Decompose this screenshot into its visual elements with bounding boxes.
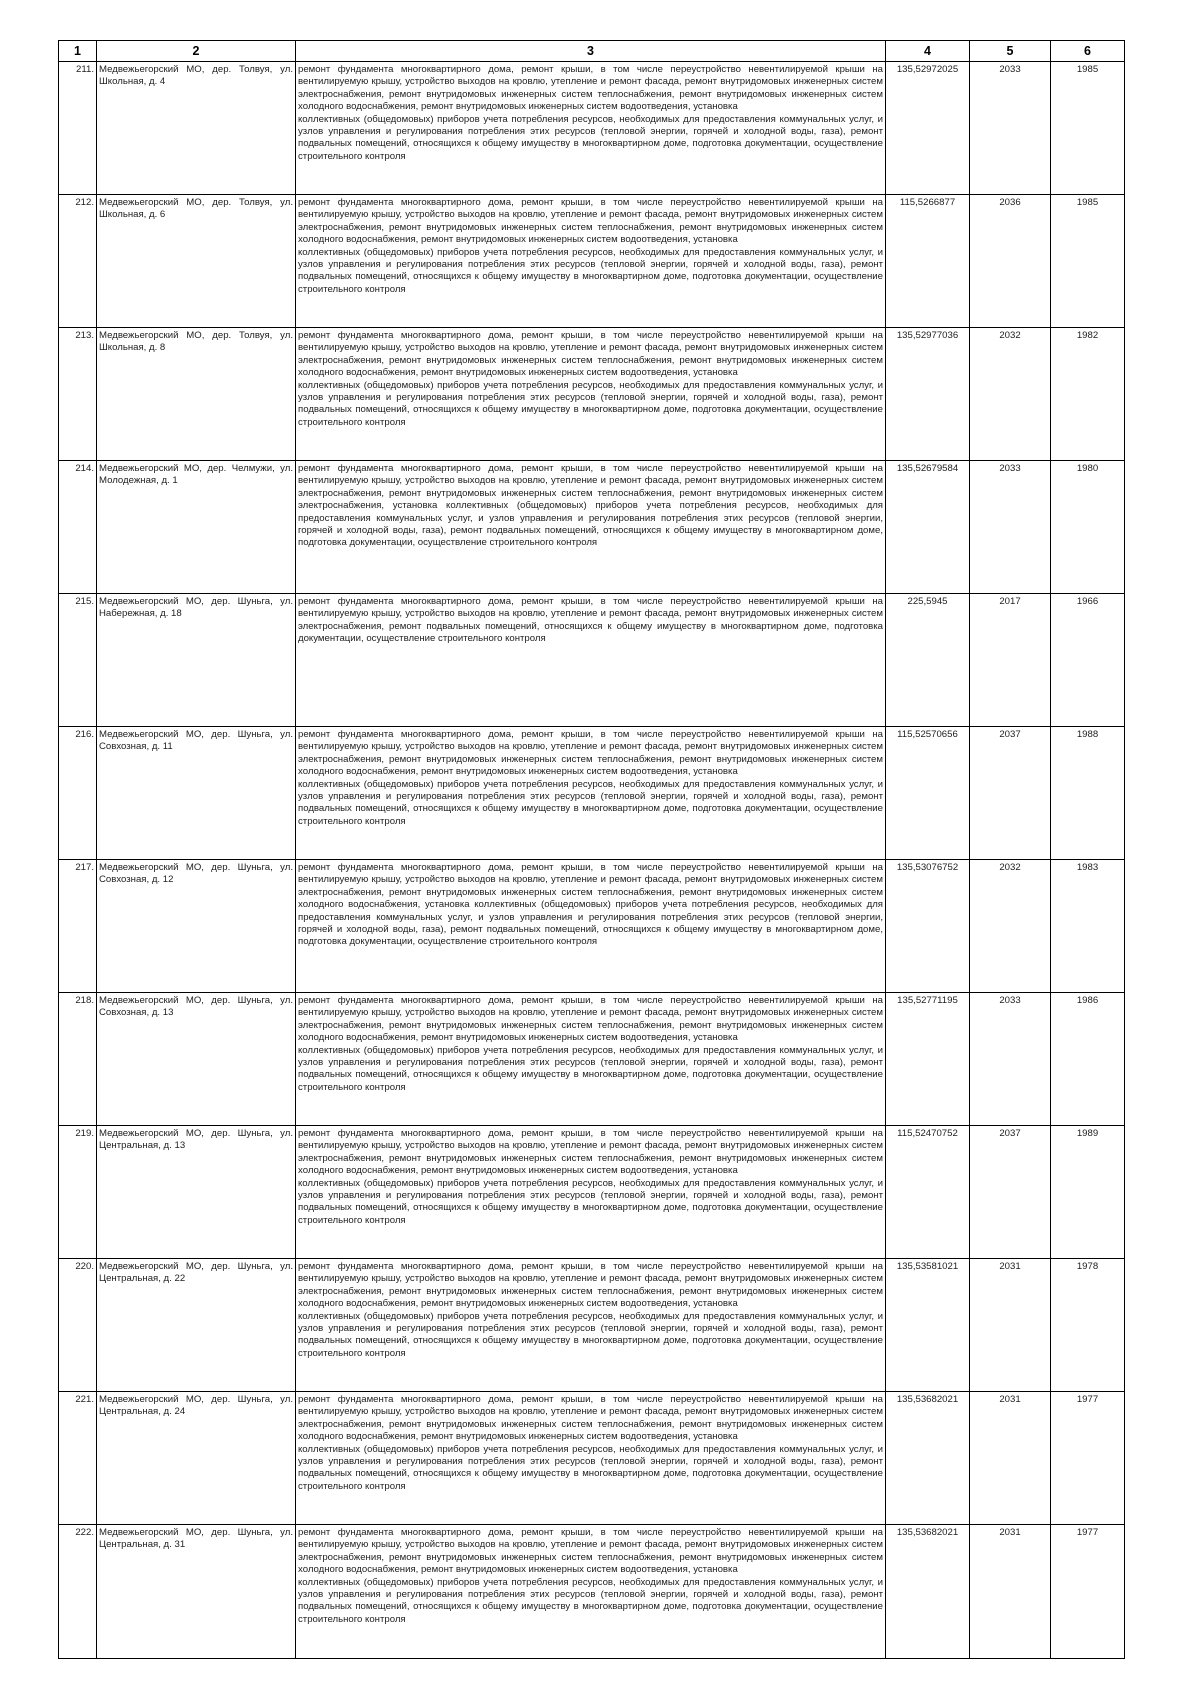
column-number-header-row xyxy=(59,41,1125,62)
planned-year-cell: 2033 xyxy=(970,461,1051,594)
cost-cell: 135,53682021 xyxy=(886,1392,970,1525)
construction-year-cell: 1985 xyxy=(1051,195,1125,328)
planned-year-cell: 2017 xyxy=(970,594,1051,727)
column-header-1: 1 xyxy=(59,41,97,62)
planned-year-cell: 2032 xyxy=(970,860,1051,993)
construction-year-cell: 1983 xyxy=(1051,860,1125,993)
construction-year-cell: 1977 xyxy=(1051,1525,1125,1659)
address-cell: Медвежьегорский МО, дер. Шуньга, ул. Центральная, д. 13 xyxy=(97,1126,296,1259)
planned-year-cell: 2031 xyxy=(970,1259,1051,1392)
works-cell: ремонт фундамента многоквартирного дома, ремонт крыши, в том числе переустройство невентилируемой крыши на вентилируемую крышу, устройство выходов на кровлю, утепление и ремонт фасада, ремонт внутридомовых инженерных систем электроснабжения, ремонт внутридомовых инженерных систем теплоснабжения, ремонт внутридомовых инженерных систем холодного водоснабжения, ремонт внутридомовых инженерных систем водоотведения, установка коллективных (общедомовых) приборов учета потребления ресурсов, необходимых для предоставления коммунальных услуг, и узлов управления и регулирования потребления этих ресурсов (тепловой энергии, горячей и холодной воды, газа), ремонт подвальных помещений, относящихся к общему имуществу в многоквартирном доме, подготовка документации, осуществление строительного контроля xyxy=(296,727,886,860)
row-number: 213. xyxy=(59,328,97,461)
row-number: 222. xyxy=(59,1525,97,1659)
table-row xyxy=(59,993,1125,1126)
cost-cell: 135,53581021 xyxy=(886,1259,970,1392)
construction-year-cell: 1980 xyxy=(1051,461,1125,594)
cost-cell: 225,5945 xyxy=(886,594,970,727)
construction-year-cell: 1982 xyxy=(1051,328,1125,461)
table-row xyxy=(59,860,1125,993)
address-cell: Медвежьегорский МО, дер. Шуньга, ул. Набережная, д. 18 xyxy=(97,594,296,727)
construction-year-cell: 1988 xyxy=(1051,727,1125,860)
planned-year-cell: 2037 xyxy=(970,727,1051,860)
address-cell: Медвежьегорский МО, дер. Шуньга, ул. Совхозная, д. 11 xyxy=(97,727,296,860)
works-cell: ремонт фундамента многоквартирного дома, ремонт крыши, в том числе переустройство невентилируемой крыши на вентилируемую крышу, устройство выходов на кровлю, утепление и ремонт фасада, ремонт внутридомовых инженерных систем электроснабжения, ремонт внутридомовых инженерных систем теплоснабжения, ремонт внутридомовых инженерных систем электроснабжения, установка коллективных (общедомовых) приборов учета потребления ресурсов, необходимых для предоставления коммунальных услуг, и узлов управления и регулирования потребления этих ресурсов (тепловой энергии, горячей и холодной воды, газа), ремонт подвальных помещений, относящихся к общему имуществу в многоквартирном доме, подготовка документации, осуществление строительного контроля xyxy=(296,461,886,594)
row-number: 212. xyxy=(59,195,97,328)
cost-cell: 135,52679584 xyxy=(886,461,970,594)
planned-year-cell: 2031 xyxy=(970,1525,1051,1659)
planned-year-cell: 2033 xyxy=(970,993,1051,1126)
cost-cell: 135,52972025 xyxy=(886,62,970,195)
address-cell: Медвежьегорский МО, дер. Шуньга, ул. Совхозная, д. 12 xyxy=(97,860,296,993)
column-header-2: 2 xyxy=(97,41,296,62)
table-row xyxy=(59,461,1125,594)
planned-year-cell: 2032 xyxy=(970,328,1051,461)
address-cell: Медвежьегорский МО, дер. Толвуя, ул. Школьная, д. 6 xyxy=(97,195,296,328)
works-cell: ремонт фундамента многоквартирного дома, ремонт крыши, в том числе переустройство невентилируемой крыши на вентилируемую крышу, устройство выходов на кровлю, утепление и ремонт фасада, ремонт внутридомовых инженерных систем электроснабжения, ремонт внутридомовых инженерных систем теплоснабжения, ремонт внутридомовых инженерных систем холодного водоснабжения, установка коллективных (общедомовых) приборов учета потребления ресурсов, необходимых для предоставления коммунальных услуг, и узлов управления и регулирования потребления этих ресурсов (тепловой энергии, горячей и холодной воды, газа), ремонт подвальных помещений, относящихся к общему имуществу в многоквартирном доме, подготовка документации, осуществление строительного контроля xyxy=(296,860,886,993)
address-cell: Медвежьегорский МО, дер. Шуньга, ул. Центральная, д. 24 xyxy=(97,1392,296,1525)
construction-year-cell: 1977 xyxy=(1051,1392,1125,1525)
table-row xyxy=(59,1525,1125,1659)
works-cell: ремонт фундамента многоквартирного дома, ремонт крыши, в том числе переустройство невентилируемой крыши на вентилируемую крышу, устройство выходов на кровлю, утепление и ремонт фасада, ремонт внутридомовых инженерных систем электроснабжения, ремонт внутридомовых инженерных систем теплоснабжения, ремонт внутридомовых инженерных систем холодного водоснабжения, ремонт внутридомовых инженерных систем водоотведения, установка коллективных (общедомовых) приборов учета потребления ресурсов, необходимых для предоставления коммунальных услуг, и узлов управления и регулирования потребления этих ресурсов (тепловой энергии, горячей и холодной воды, газа), ремонт подвальных помещений, относящихся к общему имуществу в многоквартирном доме, подготовка документации, осуществление строительного контроля xyxy=(296,1525,886,1659)
address-cell: Медвежьегорский МО, дер. Толвуя, ул. Школьная, д. 8 xyxy=(97,328,296,461)
row-number: 211. xyxy=(59,62,97,195)
table-body xyxy=(59,62,1125,1659)
construction-year-cell: 1978 xyxy=(1051,1259,1125,1392)
planned-year-cell: 2031 xyxy=(970,1392,1051,1525)
table-row xyxy=(59,1126,1125,1259)
cost-cell: 135,53682021 xyxy=(886,1525,970,1659)
table-row xyxy=(59,328,1125,461)
construction-year-cell: 1989 xyxy=(1051,1126,1125,1259)
cost-cell: 135,52771195 xyxy=(886,993,970,1126)
row-number: 219. xyxy=(59,1126,97,1259)
construction-year-cell: 1966 xyxy=(1051,594,1125,727)
address-cell: Медвежьегорский МО, дер. Шуньга, ул. Центральная, д. 22 xyxy=(97,1259,296,1392)
table-row xyxy=(59,1259,1125,1392)
works-cell: ремонт фундамента многоквартирного дома, ремонт крыши, в том числе переустройство невентилируемой крыши на вентилируемую крышу, устройство выходов на кровлю, утепление и ремонт фасада, ремонт внутридомовых инженерных систем электроснабжения, ремонт внутридомовых инженерных систем теплоснабжения, ремонт внутридомовых инженерных систем холодного водоснабжения, ремонт внутридомовых инженерных систем водоотведения, установка коллективных (общедомовых) приборов учета потребления ресурсов, необходимых для предоставления коммунальных услуг, и узлов управления и регулирования потребления этих ресурсов (тепловой энергии, горячей и холодной воды, газа), ремонт подвальных помещений, относящихся к общему имуществу в многоквартирном доме, подготовка документации, осуществление строительного контроля xyxy=(296,328,886,461)
cost-cell: 135,53076752 xyxy=(886,860,970,993)
cost-cell: 115,52470752 xyxy=(886,1126,970,1259)
address-cell: Медвежьегорский МО, дер. Толвуя, ул. Школьная, д. 4 xyxy=(97,62,296,195)
address-cell: Медвежьегорский МО, дер. Челмужи, ул. Молодежная, д. 1 xyxy=(97,461,296,594)
table-row xyxy=(59,195,1125,328)
works-cell: ремонт фундамента многоквартирного дома, ремонт крыши, в том числе переустройство невентилируемой крыши на вентилируемую крышу, устройство выходов на кровлю, утепление и ремонт фасада, ремонт внутридомовых инженерных систем электроснабжения, ремонт внутридомовых инженерных систем теплоснабжения, ремонт внутридомовых инженерных систем холодного водоснабжения, ремонт внутридомовых инженерных систем водоотведения, установка коллективных (общедомовых) приборов учета потребления ресурсов, необходимых для предоставления коммунальных услуг, и узлов управления и регулирования потребления этих ресурсов (тепловой энергии, горячей и холодной воды, газа), ремонт подвальных помещений, относящихся к общему имуществу в многоквартирном доме, подготовка документации, осуществление строительного контроля xyxy=(296,1126,886,1259)
address-cell: Медвежьегорский МО, дер. Шуньга, ул. Центральная, д. 31 xyxy=(97,1525,296,1659)
cost-cell: 115,52570656 xyxy=(886,727,970,860)
works-cell: ремонт фундамента многоквартирного дома, ремонт крыши, в том числе переустройство невентилируемой крыши на вентилируемую крышу, устройство выходов на кровлю, утепление и ремонт фасада, ремонт внутридомовых инженерных систем электроснабжения, ремонт внутридомовых инженерных систем теплоснабжения, ремонт внутридомовых инженерных систем холодного водоснабжения, ремонт внутридомовых инженерных систем водоотведения, установка коллективных (общедомовых) приборов учета потребления ресурсов, необходимых для предоставления коммунальных услуг, и узлов управления и регулирования потребления этих ресурсов (тепловой энергии, горячей и холодной воды, газа), ремонт подвальных помещений, относящихся к общему имуществу в многоквартирном доме, подготовка документации, осуществление строительного контроля xyxy=(296,62,886,195)
table-row xyxy=(59,1392,1125,1525)
works-cell: ремонт фундамента многоквартирного дома, ремонт крыши, в том числе переустройство невентилируемой крыши на вентилируемую крышу, устройство выходов на кровлю, утепление и ремонт фасада, ремонт внутридомовых инженерных систем электроснабжения, ремонт подвальных помещений, относящихся к общему имуществу в многоквартирном доме, подготовка документации, осуществление строительного контроля xyxy=(296,594,886,727)
table-row xyxy=(59,727,1125,860)
address-cell: Медвежьегорский МО, дер. Шуньга, ул. Совхозная, д. 13 xyxy=(97,993,296,1126)
row-number: 217. xyxy=(59,860,97,993)
works-cell: ремонт фундамента многоквартирного дома, ремонт крыши, в том числе переустройство невентилируемой крыши на вентилируемую крышу, устройство выходов на кровлю, утепление и ремонт фасада, ремонт внутридомовых инженерных систем электроснабжения, ремонт внутридомовых инженерных систем теплоснабжения, ремонт внутридомовых инженерных систем холодного водоснабжения, ремонт внутридомовых инженерных систем водоотведения, установка коллективных (общедомовых) приборов учета потребления ресурсов, необходимых для предоставления коммунальных услуг, и узлов управления и регулирования потребления этих ресурсов (тепловой энергии, горячей и холодной воды, газа), ремонт подвальных помещений, относящихся к общему имуществу в многоквартирном доме, подготовка документации, осуществление строительного контроля xyxy=(296,1392,886,1525)
planned-year-cell: 2036 xyxy=(970,195,1051,328)
column-header-3: 3 xyxy=(296,41,886,62)
column-header-5: 5 xyxy=(970,41,1051,62)
planned-year-cell: 2037 xyxy=(970,1126,1051,1259)
column-header-4: 4 xyxy=(886,41,970,62)
row-number: 216. xyxy=(59,727,97,860)
row-number: 218. xyxy=(59,993,97,1126)
row-number: 220. xyxy=(59,1259,97,1392)
cost-cell: 135,52977036 xyxy=(886,328,970,461)
table-row xyxy=(59,594,1125,727)
cost-cell: 115,5266877 xyxy=(886,195,970,328)
table-row xyxy=(59,62,1125,195)
row-number: 215. xyxy=(59,594,97,727)
row-number: 221. xyxy=(59,1392,97,1525)
works-cell: ремонт фундамента многоквартирного дома, ремонт крыши, в том числе переустройство невентилируемой крыши на вентилируемую крышу, устройство выходов на кровлю, утепление и ремонт фасада, ремонт внутридомовых инженерных систем электроснабжения, ремонт внутридомовых инженерных систем теплоснабжения, ремонт внутридомовых инженерных систем холодного водоснабжения, ремонт внутридомовых инженерных систем водоотведения, установка коллективных (общедомовых) приборов учета потребления ресурсов, необходимых для предоставления коммунальных услуг, и узлов управления и регулирования потребления этих ресурсов (тепловой энергии, горячей и холодной воды, газа), ремонт подвальных помещений, относящихся к общему имуществу в многоквартирном доме, подготовка документации, осуществление строительного контроля xyxy=(296,1259,886,1392)
works-cell: ремонт фундамента многоквартирного дома, ремонт крыши, в том числе переустройство невентилируемой крыши на вентилируемую крышу, устройство выходов на кровлю, утепление и ремонт фасада, ремонт внутридомовых инженерных систем электроснабжения, ремонт внутридомовых инженерных систем теплоснабжения, ремонт внутридомовых инженерных систем холодного водоснабжения, ремонт внутридомовых инженерных систем водоотведения, установка коллективных (общедомовых) приборов учета потребления ресурсов, необходимых для предоставления коммунальных услуг, и узлов управления и регулирования потребления этих ресурсов (тепловой энергии, горячей и холодной воды, газа), ремонт подвальных помещений, относящихся к общему имуществу в многоквартирном доме, подготовка документации, осуществление строительного контроля xyxy=(296,195,886,328)
capital-repair-table xyxy=(58,40,1125,1659)
planned-year-cell: 2033 xyxy=(970,62,1051,195)
construction-year-cell: 1985 xyxy=(1051,62,1125,195)
construction-year-cell: 1986 xyxy=(1051,993,1125,1126)
row-number: 214. xyxy=(59,461,97,594)
column-header-6: 6 xyxy=(1051,41,1125,62)
works-cell: ремонт фундамента многоквартирного дома, ремонт крыши, в том числе переустройство невентилируемой крыши на вентилируемую крышу, устройство выходов на кровлю, утепление и ремонт фасада, ремонт внутридомовых инженерных систем электроснабжения, ремонт внутридомовых инженерных систем теплоснабжения, ремонт внутридомовых инженерных систем холодного водоснабжения, ремонт внутридомовых инженерных систем водоотведения, установка коллективных (общедомовых) приборов учета потребления ресурсов, необходимых для предоставления коммунальных услуг, и узлов управления и регулирования потребления этих ресурсов (тепловой энергии, горячей и холодной воды, газа), ремонт подвальных помещений, относящихся к общему имуществу в многоквартирном доме, подготовка документации, осуществление строительного контроля xyxy=(296,993,886,1126)
